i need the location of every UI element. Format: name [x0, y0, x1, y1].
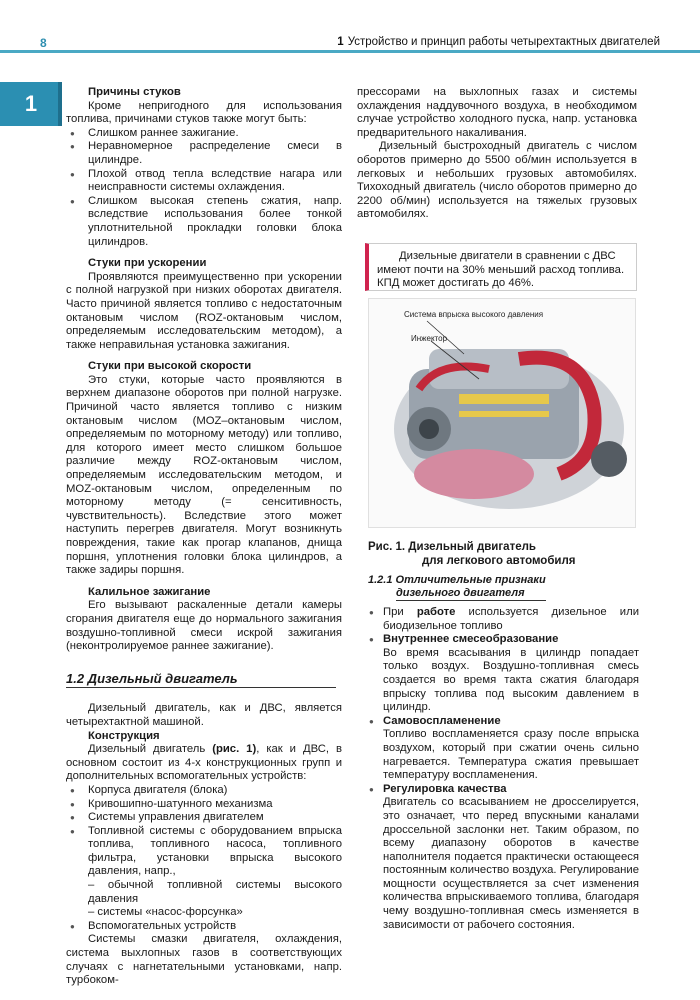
construction-text [66, 743, 342, 784]
features-list [365, 606, 639, 932]
list-item: ● Вспомогательных устройств [66, 920, 342, 934]
chapter-title: Устройство и принцип работы четырехтактных двигателей [347, 36, 660, 48]
accel-heading: Стуки при ускорении [88, 257, 207, 270]
subsection-title [368, 574, 638, 601]
aux-text: Системы смазки двигателя, охлаждения, система выхлопных газов в соответствующих случаях с нагнетательными установками, напр. турбоком- [66, 933, 342, 987]
figure-label-injection: Система впрыска высокого давления [404, 310, 544, 319]
causes-heading: Причины стуков [88, 86, 181, 98]
feature-3-title: Самовоспламенение [383, 714, 501, 727]
feature-3-text: Топливо воспламеняется сразу после впрыска воздухом, который при сжатии очень сильно нагревается. Температура сжатия превышает температуру воспламенения. [383, 728, 639, 782]
running-head [337, 36, 660, 48]
diesel-intro: Дизельный двигатель, как и ДВС, является четырехтактной машиной. [66, 702, 342, 728]
list-item: ● Слишком высокая степень сжатия, напр. вследствие использования более тонкой уплотнительной прокладки головки блока цилиндров. [66, 195, 342, 249]
feature-2-title: Внутреннее смесеобразование [383, 633, 559, 646]
list-item: ● Корпуса двигателя (блока) [66, 784, 342, 798]
accel-text: Проявляются преимущественно при ускорении с полной нагрузкой при низких оборотах двигателя. Часто причиной является топливо с недостаточным октановым числом (ROZ-октановым числом, определяемым исследовательским методом), а также неправильная установка зажигания. [66, 270, 342, 351]
construction-list [66, 784, 342, 934]
construction-text-a: Дизельный двигатель [88, 743, 213, 756]
note-text: Дизельные двигатели в сравнении с ДВС имеют почти на 30% меньший расход топлива. КПД может достигать до 46%. [377, 250, 625, 290]
subsection-line-2: дизельного двигателя [396, 587, 546, 601]
sub-list-item: – обычной топливной системы высокого давления [88, 879, 342, 905]
causes-intro: Кроме непригодного для использования топлива, причинами стуков также могут быть: [66, 99, 342, 126]
sub-list-item: – системы «насос-форсунка» [88, 906, 243, 919]
list-item [365, 715, 639, 729]
engine-figure [368, 298, 636, 528]
feature-1-bold: работе [416, 606, 456, 618]
caption-line-1: Рис. 1. Дизельный двигатель [368, 541, 536, 553]
header-rule [0, 50, 700, 53]
list-item: ● Плохой отвод тепла вследствие нагара или неисправности системы охлаждения. [66, 168, 342, 195]
chapter-number: 1 [337, 36, 344, 48]
construction-text-b: , как и ДВС, в основном состоит из 4-х конструкционных групп и дополнительных вспомогательных устройств: [66, 743, 342, 783]
subsection-line-1: 1.2.1 Отличительные признаки [368, 574, 546, 586]
figure-caption [368, 540, 638, 568]
feature-4-title: Регулировка качества [383, 782, 507, 795]
list-item [365, 633, 639, 647]
causes-list [66, 127, 342, 249]
figure-label-injector: Инжектор [411, 334, 448, 343]
feature-1-a: При [383, 606, 417, 618]
list-item [365, 606, 639, 633]
fast-engine-text: Дизельный быстроходный двигатель с числом оборотов примерно до 5500 об/мин используется в легковых и небольших грузовых автомобилях. Тихоходный двигатель (число оборотов примерно до 2200 об/мин) используется на тяжелых грузовых автомобилях. [357, 140, 637, 221]
caption-line-2: для легкового автомобиля [422, 555, 576, 567]
continued-text: прессорами на выхлопных газах и системы охлаждения наддувочного воздуха, в необходимом случае устройство холодного пуска, напр. установка предварительного накаливания. [357, 86, 637, 139]
glow-text: Его вызывают раскаленные детали камеры сгорания двигателя еще до нормального зажигания воздушно-топливной смеси искрой зажигания (неконтролируемое раннее зажигание). [66, 599, 342, 653]
construction-heading: Конструкция [88, 729, 160, 742]
section-title: 1.2 Дизельный двигатель [66, 672, 336, 689]
list-item: ● Системы управления двигателем [66, 811, 342, 825]
feature-1-c: используется дизельное или биодизельное топливо [383, 606, 639, 632]
speed-heading: Стуки при высокой скорости [88, 360, 252, 373]
list-item [365, 783, 639, 797]
speed-text: Это стуки, которые часто проявляются в верхнем диапазоне оборотов при полной нагрузке. Причиной часто является топливо с низким октановым числом (MOZ–октановым числом, определяемым по моторному методу) или топливо, для которого имеет место слишком большое различие между ROZ-октановым числом, определяемым исследовательским методом, и MOZ-октановым числом, определенным по моторному методу (= сенситивность, чувствительность). Вследствие этого может наступить перегрев двигателя. Могут возникнуть повреждения, такие как прогар клапанов, днища поршня, уплотнения головки блока цилиндров, а также задиры поршня. [66, 373, 342, 577]
feature-4-text: Двигатель со всасыванием не дросселируется, это означает, что перед впускными каналами дроссельной заслонки нет. Таким образом, по всему диапазону оборотов в качестве наполнителя подается практически остающееся постоянным количество воздуха. Регулирование мощности осуществляется за счет изменения количества впрыскиваемого топлива, благодаря чему воздушно-топливная смесь изменяется в зависимости от рабочего состояния. [383, 796, 639, 931]
chapter-tab: 1 [0, 82, 62, 126]
note-box [365, 243, 637, 291]
figure-reference: (рис. 1) [212, 743, 257, 756]
engine-illustration [369, 299, 635, 527]
list-item: ● Топливной системы с оборудованием впрыска топлива, топливного насоса, топливного фильтра, установки впрыска высокого давления, напр., [66, 825, 342, 879]
list-item: ● Слишком раннее зажигание. [66, 127, 342, 141]
glow-heading: Калильное зажигание [88, 585, 211, 598]
right-column-top [357, 86, 637, 222]
list-item: ● Кривошипно-шатунного механизма [66, 798, 342, 812]
feature-2-text: Во время всасывания в цилиндр попадает только воздух. Воздушно-топливная смесь создается во время такта сжатия благодаря впрыску топлива под высоким давлением в цилиндр. [383, 646, 639, 714]
list-item: ● Неравномерное распределение смеси в цилиндре. [66, 140, 342, 167]
page-number: 8 [40, 36, 47, 50]
left-column [66, 86, 342, 988]
